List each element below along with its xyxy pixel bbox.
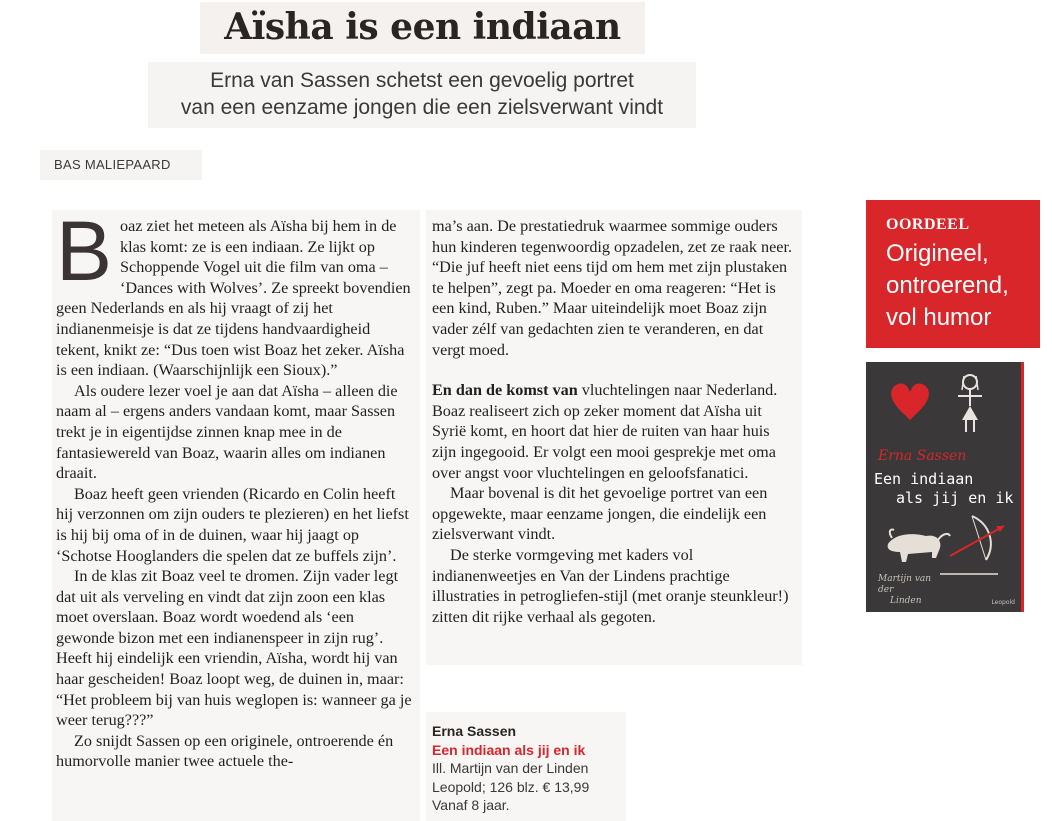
- paragraph-5: Zo snijdt Sassen op een originele, ontroerende én humorvolle manier twee actuele the-: [56, 731, 394, 771]
- book-cover-image: [866, 362, 1024, 612]
- paragraph-7-text: vluchtelingen naar Nederland. Boaz realiseert zich op zeker moment dat Aïsha uit Syrië komt, en hoort dat hier de ruiten van haar huis zijn ingegooid. Er volgt een mooi gesprekje met oma over angst voor vluchtelingen en geloofsfanatici.: [432, 381, 778, 482]
- drop-cap: B: [56, 204, 113, 298]
- verdict-box: [866, 200, 1040, 348]
- paragraph-9: De sterke vormgeving met kaders vol indianenweetjes en Van der Lindens prachtige illustraties in petrogliefen-stijl (met oranje steunkleur!) zitten dit rijke verhaal als gegoten.: [432, 545, 789, 626]
- paragraph-7: [432, 380, 794, 483]
- cover-author: Erna Sassen: [878, 448, 967, 464]
- book-info-box: [426, 712, 626, 821]
- verdict-line-1: Origineel,: [886, 240, 989, 267]
- cover-title: [874, 470, 1019, 508]
- section-lead-in: En dan de komst van: [432, 381, 578, 400]
- verdict-label: OORDEEL: [886, 216, 970, 233]
- cover-illustrator-line-2: Linden: [890, 596, 922, 606]
- cover-illustrator-line-1: Martijn van der: [878, 574, 932, 595]
- paragraph-3: Boaz heeft geen vrienden (Ricardo en Colin heeft hij verzonnen om zijn ouders te plezieren) en het liefst is hij bij oma of in de duinen, waar hij jaagt op ‘Schotse Hooglanders die spelen dat ze buffels zijn’.: [56, 484, 409, 565]
- book-age: Vanaf 8 jaar.: [432, 797, 510, 813]
- cover-title-line-2: als jij en ik: [896, 489, 1014, 507]
- paragraph-4: In de klas zit Boaz veel te dromen. Zijn vader legt dat uit als verveling en vindt dat zijn zoon een klas moet overslaan. Boaz wordt woedend als ‘een gewonde bizon met een indianenspeer in zijn rug’. Heeft hij eindelijk een vriendin, Aïsha, wordt hij van haar gescheiden! Boaz loopt weg, de duinen in, maar: “Het probleem bij van huis weglopen is: wanneer ga je weer terug???”: [56, 567, 412, 730]
- verdict-line-2: ontroerend,: [886, 272, 1009, 299]
- cover-title-line-1: Een indiaan: [874, 470, 974, 488]
- paragraph-8: Maar bovenal is dit het gevoelige portret van een opgewekte, maar eenzame jongen, die eindelijk een zielsverwant vindt.: [432, 484, 768, 544]
- book-publisher-price: Leopold; 126 blz. € 13,99: [432, 778, 590, 795]
- verdict-text: [886, 238, 1040, 334]
- cover-illustrator: [878, 574, 938, 607]
- verdict-line-3: vol humor: [886, 304, 992, 331]
- cover-publisher: Leopold: [991, 599, 1015, 606]
- book-title: Een indiaan als jij en ik: [432, 741, 586, 758]
- paragraph-1: [56, 204, 412, 381]
- paragraph-6: ma’s aan. De prestatiedruk waarmee sommige ouders hun kinderen tegenwoordig opzadelen, zet ze raak neer. “Die juf heeft niet eens tijd om hem met zijn plustaken te helpen”, zegt pa. Moeder en oma reageren: “Het is een kind, Ruben.” Maar uiteindelijk moet Boaz zijn vader zélf van gedachten zien te veranderen, en dat vergt moed.: [432, 217, 793, 359]
- article-subtitle: [148, 62, 696, 128]
- body-column-left: [52, 204, 420, 821]
- body-column-right: [426, 210, 802, 665]
- paragraph-2: Als oudere lezer voel je aan dat Aïsha – alleen die naam al – ergens anders vandaan komt, maar Sassen trekt je in eigentijdse zinnen knap mee in de fantasiewereld van Boaz, waarin alles om indianen draait.: [56, 381, 398, 483]
- book-illustrator: Ill. Martijn van der Linden: [432, 760, 589, 776]
- article-headline: Aïsha is een indiaan: [200, 2, 645, 54]
- subtitle-line-2: van een eenzame jongen die een zielsverwant vindt: [180, 96, 664, 119]
- subtitle-line-1: Erna van Sassen schetst een gevoelig portret: [210, 69, 634, 92]
- paragraph-1-text: oaz ziet het meteen als Aïsha bij hem in de klas komt: ze is een indiaan. Ze lijkt op Schoppende Vogel uit die film van oma – ‘Dances with Wolves’. Ze spreekt bovendien geen Nederlands en als hij vraagt of zij het indianenmeisje is dat ze tijdens handvaardigheid tekent, knikt ze: “Dus toen wist Boaz het zeker. Aïsha is een indiaan. (Waarschijnlijk een Sioux).”: [56, 217, 411, 380]
- book-author: Erna Sassen: [432, 723, 517, 739]
- buffalo-bow-illustration-icon: [878, 512, 1018, 582]
- author-byline: BAS MALIEPAARD: [40, 150, 202, 180]
